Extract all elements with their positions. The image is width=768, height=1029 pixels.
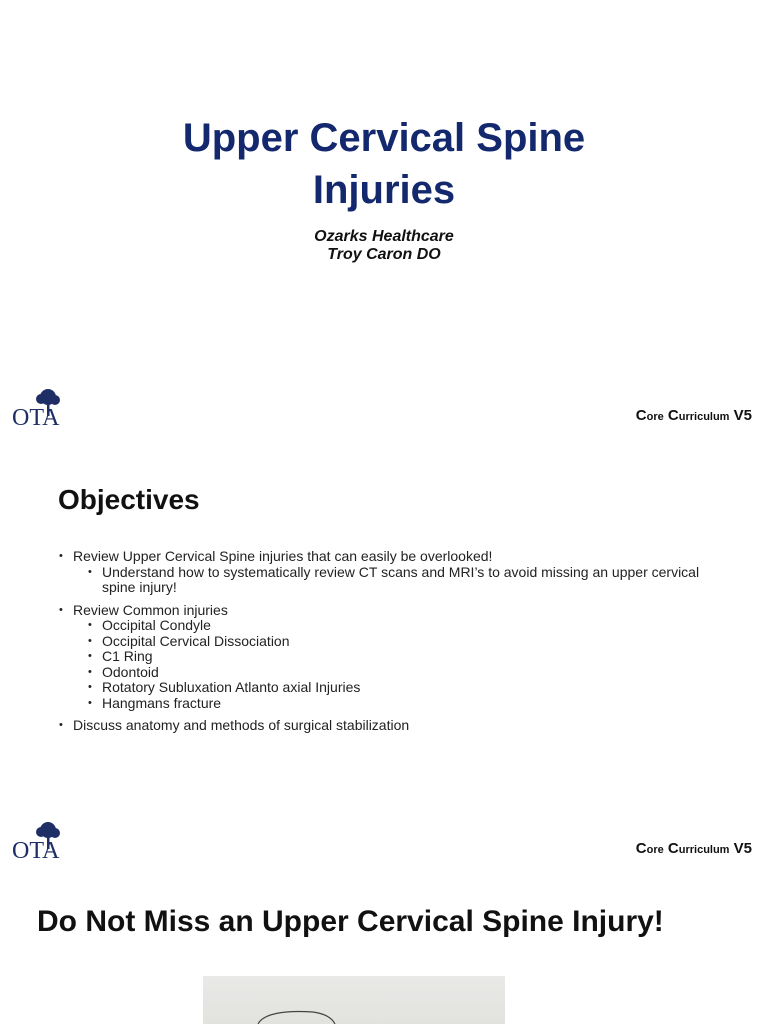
spine-illustration-image xyxy=(203,976,505,1024)
core-curriculum-brand: Core Curriculum V5 xyxy=(635,407,752,424)
list-item: • Review Common injuries • Occipital Condyle • Occipital Cervical Dissociation • C1 Ring • Odontoid • Rotatory Subluxation Atlanto axial Injuries • Hangmans fracture xyxy=(58,603,718,712)
ota-logo-icon xyxy=(12,821,76,861)
list-item: • C1 Ring xyxy=(73,649,718,665)
slide-subtitle xyxy=(0,228,768,264)
svg-text:OTA: OTA xyxy=(12,405,60,428)
institution: Ozarks Healthcare xyxy=(314,228,454,245)
list-item: • Occipital Cervical Dissociation xyxy=(73,634,718,650)
do-not-miss-heading: Do Not Miss an Upper Cervical Spine Injury! xyxy=(37,905,664,938)
list-item: • Hangmans fracture xyxy=(73,696,718,712)
list-item: • Occipital Condyle xyxy=(73,618,718,634)
objectives-list xyxy=(58,549,718,734)
core-curriculum-brand: Core Curriculum V5 xyxy=(635,840,752,857)
slide-title: Upper Cervical Spine Injuries xyxy=(182,116,586,212)
list-item: • Discuss anatomy and methods of surgical stabilization xyxy=(58,718,718,734)
list-item: • Understand how to systematically review CT scans and MRI’s to avoid missing an upper cervical spine injury! xyxy=(73,565,718,596)
title-slide xyxy=(0,0,768,430)
sketch-icon xyxy=(203,976,505,1024)
list-item: • Odontoid xyxy=(73,665,718,681)
list-item: • Rotatory Subluxation Atlanto axial Injuries xyxy=(73,680,718,696)
list-item: • Review Upper Cervical Spine injuries that can easily be overlooked! • Understand how to systematically review CT scans and MRI’s to avoid missing an upper cervical spine injury! xyxy=(58,549,718,596)
svg-text:OTA: OTA xyxy=(12,838,60,861)
ota-logo-icon xyxy=(12,388,76,428)
author: Troy Caron DO xyxy=(327,246,441,263)
objectives-heading: Objectives xyxy=(58,484,200,515)
